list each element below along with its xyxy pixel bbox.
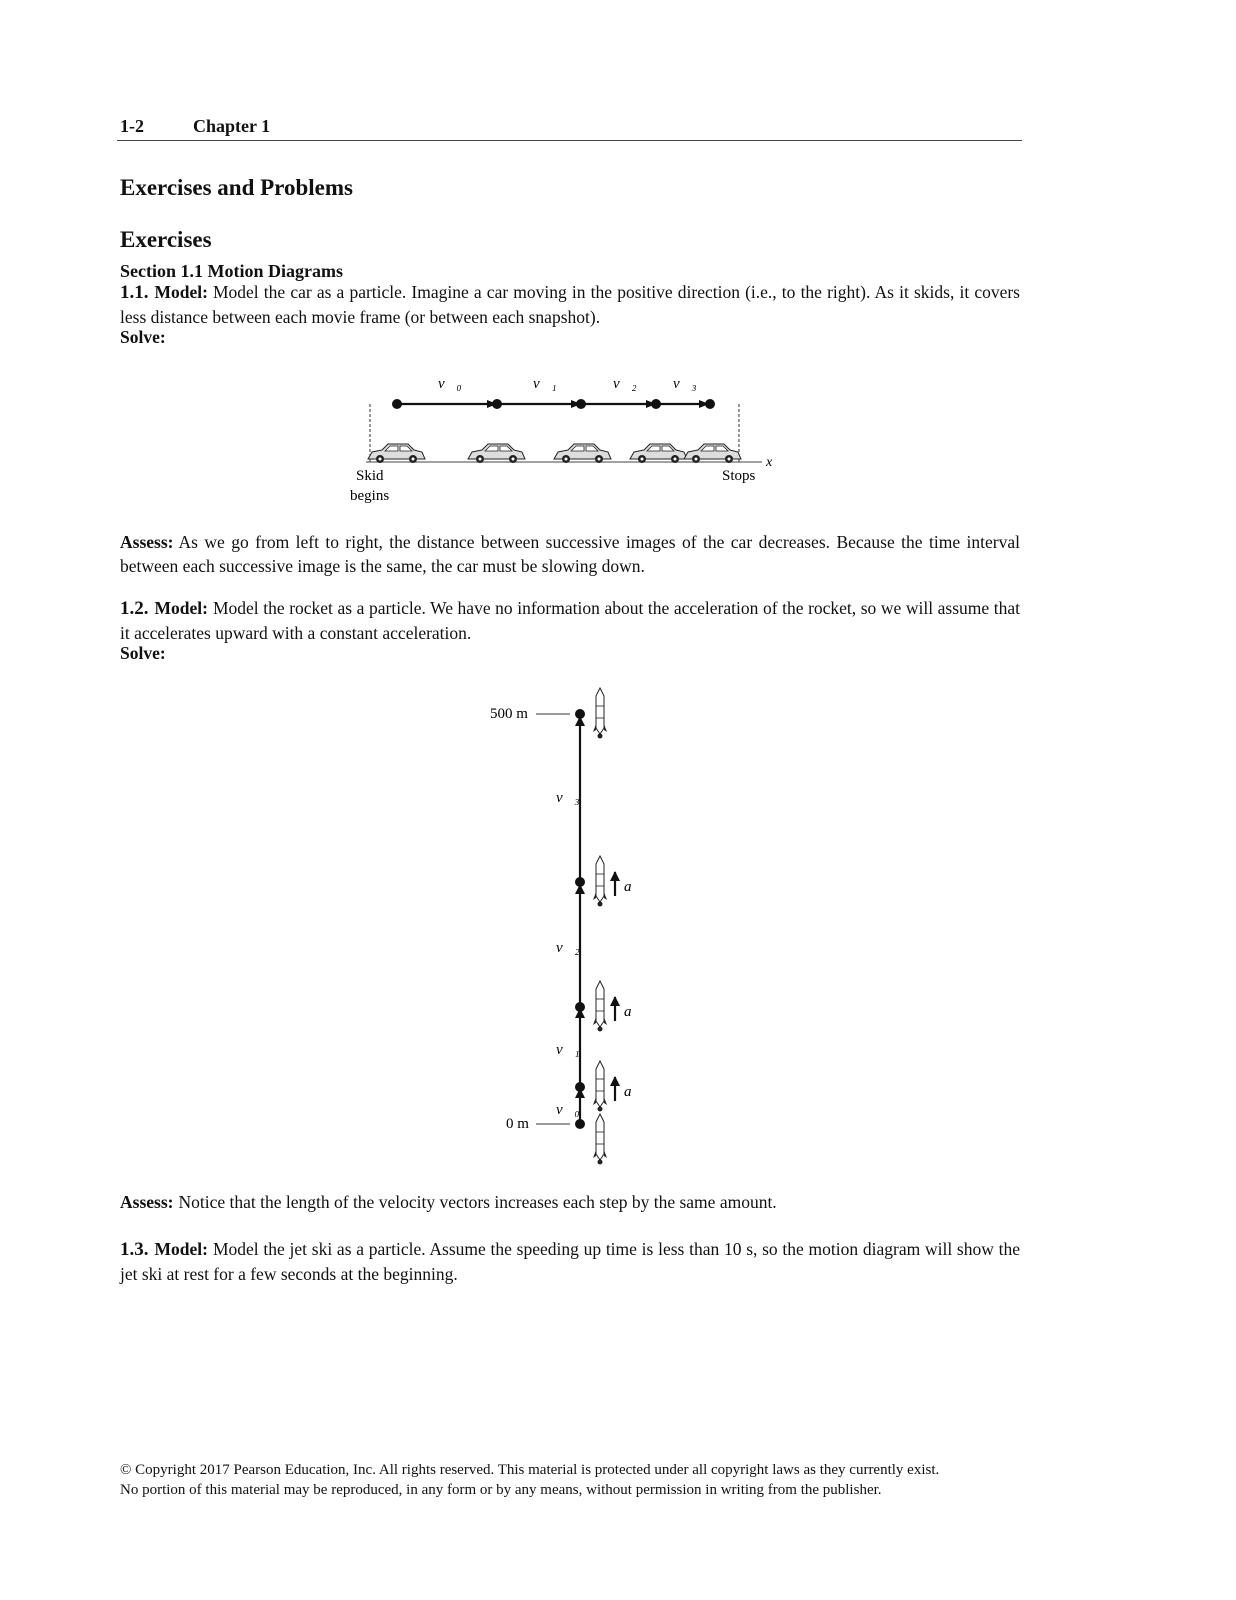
exercise-1-2-assess <box>120 1190 1020 1214</box>
skid-begins-label-line1: Skid <box>356 468 384 484</box>
position-dot <box>392 399 402 409</box>
exercise-number: 1.3. <box>120 1239 149 1260</box>
velocity-label-v3: v⃗₃ <box>673 376 697 392</box>
copyright-line-2: No portion of this material may be reproduced, in any form or by any means, without permission in writing from the publisher. <box>120 1482 882 1498</box>
velocity-label-v1: v⃗₁ <box>556 1042 580 1058</box>
car-image <box>630 444 687 463</box>
position-dot <box>575 1119 585 1129</box>
position-dot <box>576 399 586 409</box>
page-title: Exercises and Problems <box>120 175 353 200</box>
assess-label: Assess: <box>120 532 174 552</box>
rocket-image <box>593 981 607 1032</box>
model-text: Model the car as a particle. Imagine a car moving in the positive direction (i.e., to the right). As it skids, it covers less distance between each movie frame (or between each snapshot). <box>120 282 1020 327</box>
page-number: 1-2 <box>120 116 144 136</box>
velocity-label-v2: v⃗₂ <box>556 940 580 956</box>
exercise-1-1-assess <box>120 530 1020 578</box>
subsection-heading: Section 1.1 Motion Diagrams <box>120 261 343 281</box>
car-image <box>468 444 525 463</box>
exercise-1-2-model <box>120 596 1020 645</box>
position-dot <box>651 399 661 409</box>
car-image <box>368 444 425 463</box>
velocity-label-v0: v⃗₀ <box>438 376 462 392</box>
position-dot <box>705 399 715 409</box>
model-text: Model the jet ski as a particle. Assume the speeding up time is less than 10 s, so the motion diagram will show the jet ski at rest for a few seconds at the beginning. <box>120 1239 1020 1284</box>
x-axis-label: x <box>766 455 773 470</box>
position-dot <box>492 399 502 409</box>
assess-text: As we go from left to right, the distance between successive images of the car decreases. Because the time interval between each successive image is the same, the car must be slowing down. <box>120 532 1020 576</box>
acceleration-label: a⃗ <box>624 1004 644 1020</box>
position-dot <box>575 1002 585 1012</box>
exercise-1-1-model <box>120 280 1020 329</box>
solve-label: Solve: <box>120 643 166 663</box>
running-header <box>120 116 1020 137</box>
velocity-label-v0: v⃗₀ <box>556 1102 580 1118</box>
acceleration-label: a⃗ <box>624 879 644 895</box>
rocket-motion-diagram <box>480 682 660 1167</box>
car-image <box>554 444 611 463</box>
acceleration-label: a⃗ <box>624 1084 644 1100</box>
assess-label: Assess: <box>120 1192 174 1212</box>
model-label: Model: <box>154 282 208 302</box>
exercise-1-3-model <box>120 1237 1020 1286</box>
rocket-image <box>593 1114 607 1165</box>
chapter-title: Chapter 1 <box>193 116 271 136</box>
exercise-number: 1.1. <box>120 282 149 303</box>
skid-begins-label-line2: begins <box>350 488 390 504</box>
car-motion-diagram <box>330 370 790 510</box>
rocket-image <box>593 856 607 907</box>
velocity-label-v3: v⃗₃ <box>556 790 580 806</box>
model-label: Model: <box>154 1239 208 1259</box>
label-0m: 0 m <box>506 1116 529 1132</box>
exercise-number: 1.2. <box>120 598 149 619</box>
position-dot <box>575 877 585 887</box>
position-dot <box>575 709 585 719</box>
copyright-line-1: © Copyright 2017 Pearson Education, Inc. All rights reserved. This material is protected under all copyright laws as they currently exist. <box>120 1462 940 1478</box>
velocity-label-v2: v⃗₂ <box>613 376 637 392</box>
car-image <box>684 444 741 463</box>
rocket-image <box>593 688 607 739</box>
assess-text: Notice that the length of the velocity vectors increases each step by the same amount. <box>178 1192 777 1212</box>
velocity-label-v1: v⃗₁ <box>533 376 557 392</box>
copyright-footer <box>120 1460 1020 1500</box>
header-rule <box>117 140 1022 141</box>
section-heading: Exercises <box>120 227 212 252</box>
solve-label: Solve: <box>120 327 166 347</box>
model-label: Model: <box>154 598 208 618</box>
position-dot <box>575 1082 585 1092</box>
model-text: Model the rocket as a particle. We have no information about the acceleration of the rocket, so we will assume that it accelerates upward with a constant acceleration. <box>120 598 1020 643</box>
rocket-image <box>593 1061 607 1112</box>
label-500m: 500 m <box>490 706 528 722</box>
stops-label: Stops <box>722 468 756 484</box>
